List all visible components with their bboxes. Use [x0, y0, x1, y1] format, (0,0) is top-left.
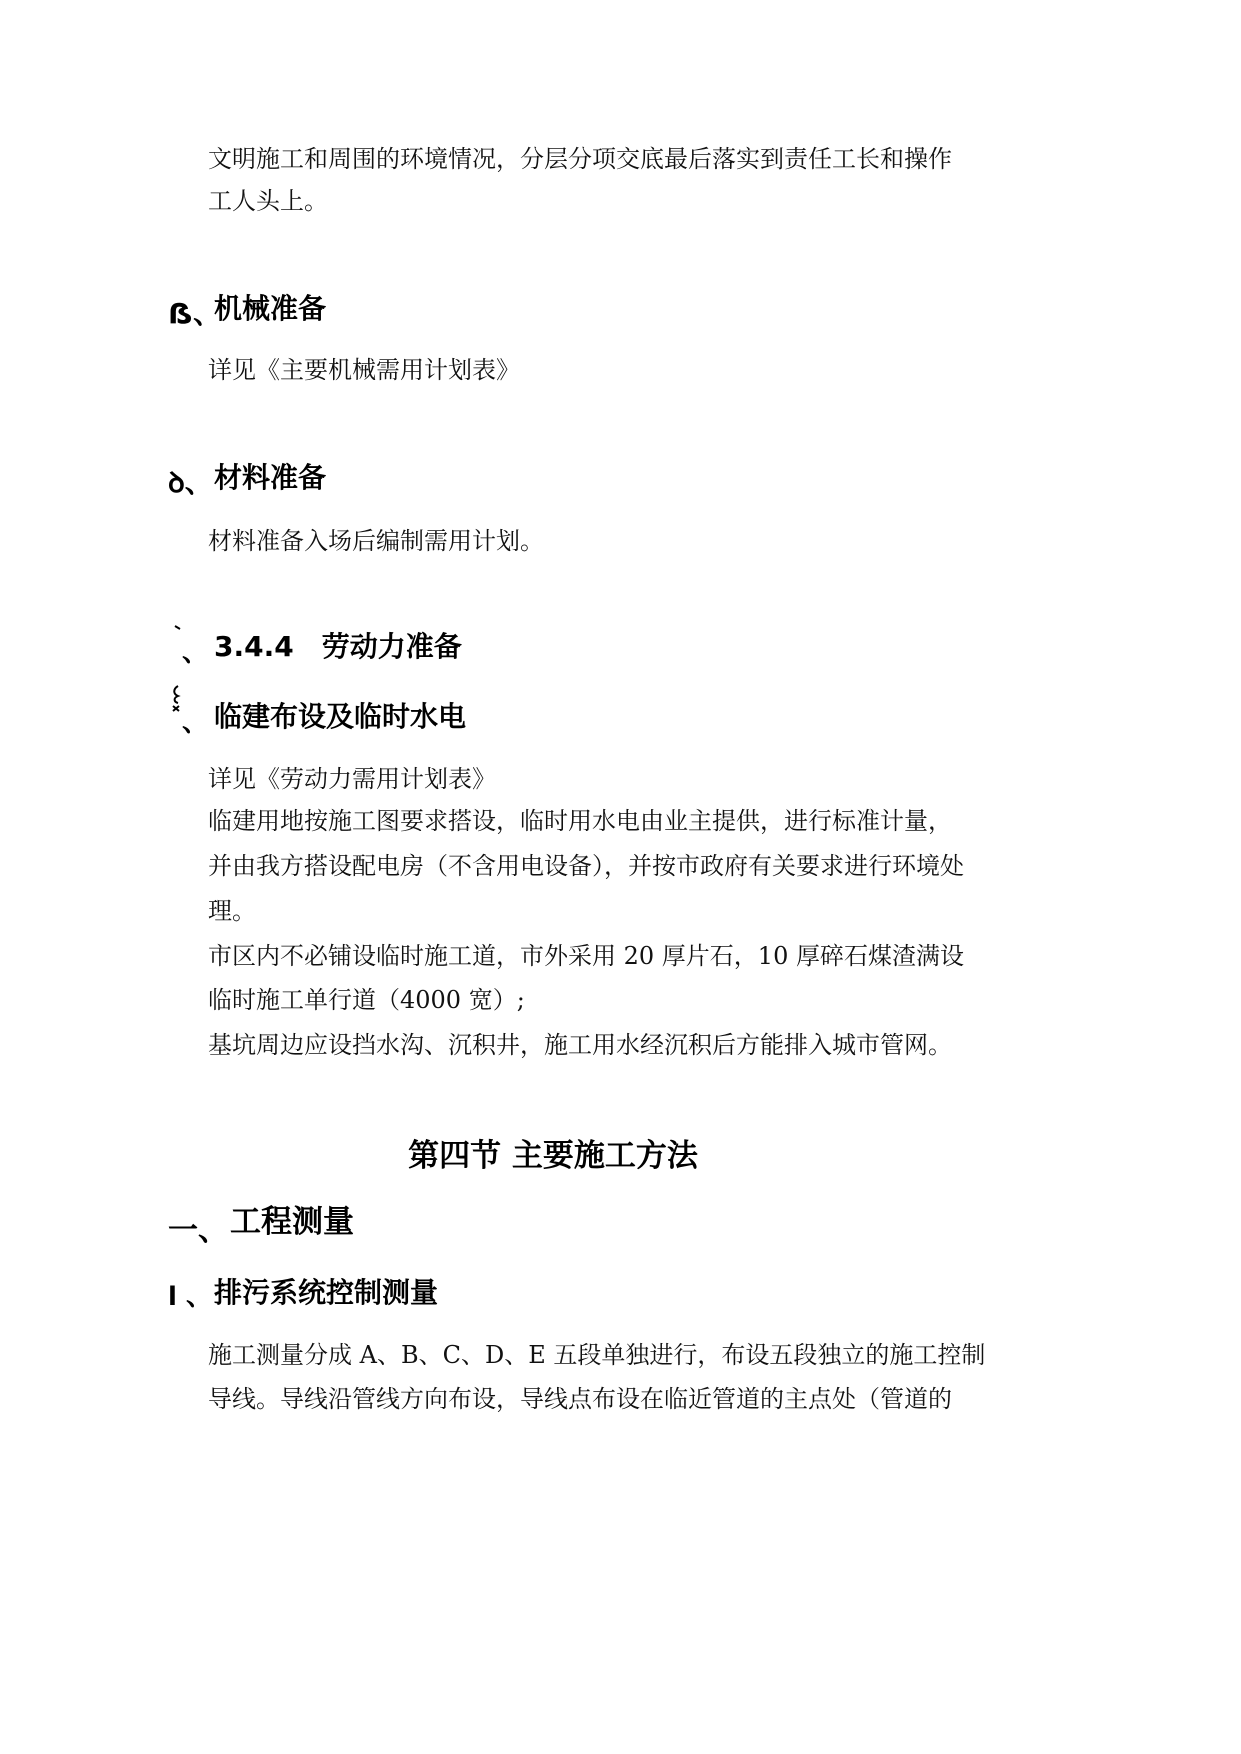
- heading-engineering-survey: 工程测量: [230, 1204, 354, 1240]
- paragraph-temp-line-2: 并由我方搭设配电房（不含用电设备），并按市政府有关要求进行环境处: [208, 852, 964, 880]
- heading-marker: 、: [182, 638, 209, 668]
- paragraph-road-line-1: 市区内不必铺设临时施工道，市外采用 20 厚片石，10 厚碎石煤渣满设: [208, 942, 964, 970]
- heading-marker: 一、: [168, 1213, 228, 1248]
- paragraph-pit: 基坑周边应设挡水沟、沉积井，施工用水经沉积后方能排入城市管网。: [208, 1031, 952, 1059]
- heading-marker: l 、: [168, 1282, 212, 1312]
- section-title: 第四节 主要施工方法: [408, 1138, 698, 1174]
- paragraph-machine: 详见《主要机械需用计划表》: [208, 356, 520, 384]
- paragraph-temp-line-1: 临建用地按施工图要求搭设，临时用水电由业主提供，进行标准计量，: [208, 807, 952, 835]
- heading-temporary-facilities: 临建布设及临时水电: [214, 700, 467, 733]
- paragraph-survey-line-2: 导线。导线沿管线方向布设，导线点布设在临近管道的主点处（管道的: [208, 1385, 952, 1413]
- heading-material-prep: 材料准备: [214, 461, 327, 494]
- paragraph-intro-line-2: 工人头上。: [208, 187, 328, 215]
- paragraph-temp-line-3: 理。: [208, 897, 256, 925]
- heading-machine-prep: 机械准备: [214, 292, 327, 325]
- paragraph-survey-line-1: 施工测量分成 A、B、C、D、E 五段单独进行，布设五段独立的施工控制: [208, 1341, 986, 1369]
- heading-marker: 、: [182, 708, 209, 738]
- heading-marker: ẞ、: [168, 297, 222, 330]
- heading-sewer-control-survey: 排污系统控制测量: [214, 1276, 439, 1309]
- stray-glyph: [170, 684, 182, 712]
- paragraph-material: 材料准备入场后编制需用计划。: [208, 527, 544, 555]
- heading-labor-prep: 3.4.4 劳动力准备: [214, 630, 462, 663]
- paragraph-road-line-2: 临时施工单行道（4000 宽）;: [208, 986, 525, 1014]
- paragraph-labor-ref: 详见《劳动力需用计划表》: [208, 765, 496, 793]
- stray-mark: [174, 618, 182, 626]
- paragraph-intro-line-1: 文明施工和周围的环境情况，分层分项交底最后落实到责任工长和操作: [208, 145, 952, 173]
- heading-marker: ꝺ、: [168, 466, 213, 499]
